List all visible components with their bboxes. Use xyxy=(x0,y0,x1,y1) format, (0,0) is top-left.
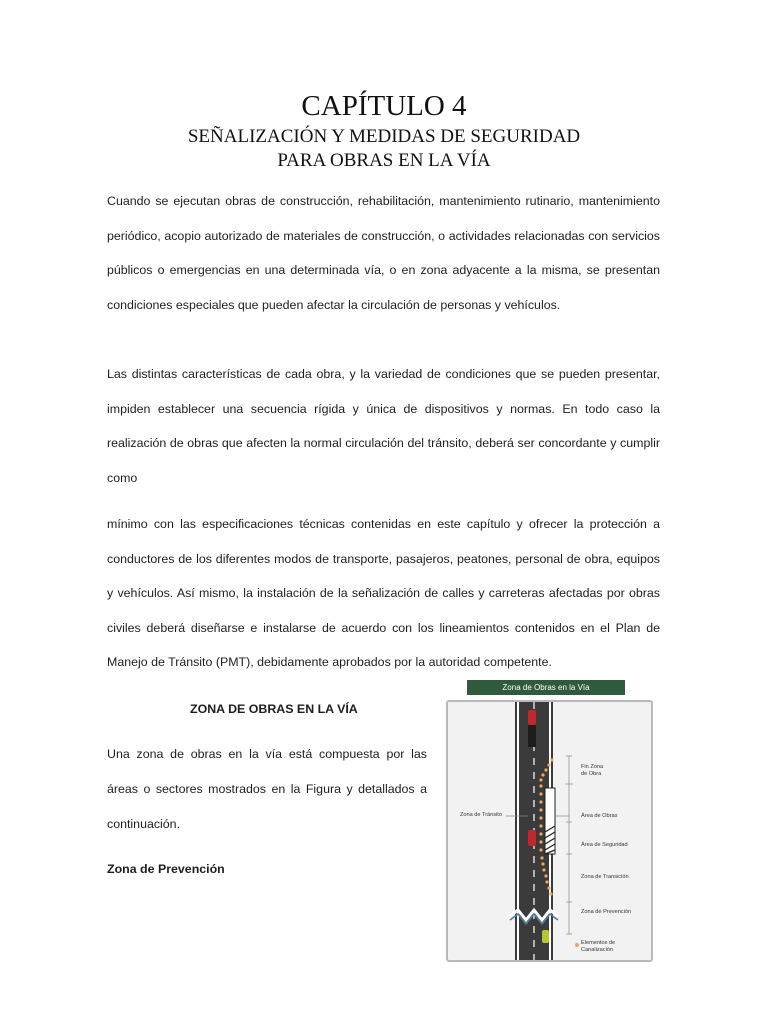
label-zona-transicion: Zona de Transición xyxy=(581,874,629,880)
label-area-seguridad: Área de Seguridad xyxy=(581,842,628,848)
red-car-middle xyxy=(528,830,536,846)
road-diagram xyxy=(448,702,651,960)
red-car-top xyxy=(528,710,536,725)
road-edge-left xyxy=(517,702,519,960)
chapter-subtitle-line2: PARA OBRAS EN LA VÍA xyxy=(277,150,491,171)
work-zone-figure xyxy=(446,700,653,962)
subheading-prevention-zone: Zona de Prevención xyxy=(107,862,225,876)
label-fin-zona-line2: de Obra xyxy=(581,771,602,777)
section-heading: ZONA DE OBRAS EN LA VÍA xyxy=(190,702,358,716)
label-zona-transito: Zona de Tránsito xyxy=(460,812,502,818)
truck xyxy=(528,725,536,747)
figure-title: Zona de Obras en la Vía xyxy=(467,680,625,695)
label-fin-zona-line1: Fin Zona xyxy=(581,764,604,770)
paragraph-specifications: mínimo con las especificaciones técnicas contenidas en este capítulo y ofrecer la protección a conductores de los diferentes modos de transporte, pasajeros, peatones, personal de obra, equipos y vehículos. Así mismo, la instalación de la señalización de calles y carreteras afectadas por obras civiles deberá diseñarse e instalarse de acuerdo con los lineamientos contenidos en el Plan de Manejo de Tránsito (PMT), debidamente aprobados por la autoridad competente. xyxy=(107,517,660,670)
chapter-subtitle-line1: SEÑALIZACIÓN Y MEDIDAS DE SEGURIDAD xyxy=(187,126,581,147)
green-car xyxy=(542,930,549,943)
label-elementos-line2: Canalización xyxy=(581,947,614,953)
chapter-title: CAPÍTULO 4 xyxy=(301,90,467,122)
label-elementos-line1: Elementos de xyxy=(581,940,616,946)
paragraph-characteristics: Las distintas características de cada obra, y la variedad de condiciones que se pueden presentar, impiden establecer una secuencia rígida y única de dispositivos y normas. En todo caso la realización de obras que afecten la normal circulación del tránsito, deberá ser concordante y cumplir como xyxy=(107,367,660,485)
work-area xyxy=(545,788,555,854)
paragraph-zone-description: Una zona de obras en la vía está compuesta por las áreas o sectores mostrados en la Figura y detallados a continuación. xyxy=(107,747,427,831)
label-zona-prevencion: Zona de Prevención xyxy=(581,909,632,915)
paragraph-intro: Cuando se ejecutan obras de construcción, rehabilitación, mantenimiento rutinario, mantenimiento periódico, acopio autorizado de materiales de construcción, o actividades relacionadas con servicios públicos o emergencias en una determinada vía, o en zona adyacente a la misma, se presentan condiciones especiales que pueden afectar la circulación de personas y vehículos. xyxy=(107,194,660,312)
label-area-obras: Área de Obras xyxy=(581,813,618,819)
